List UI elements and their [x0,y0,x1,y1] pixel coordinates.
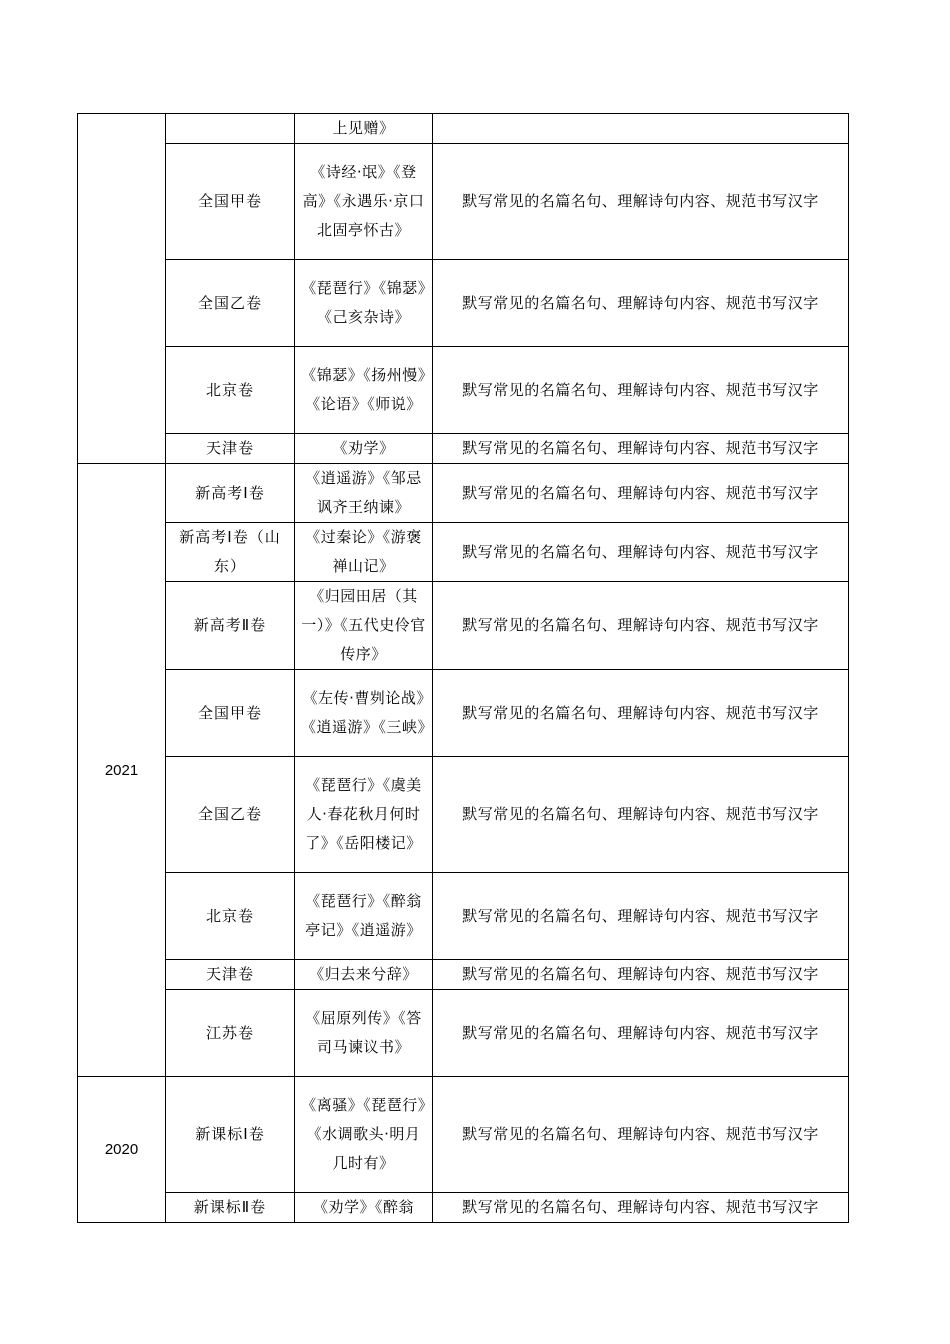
table-row [78,523,849,582]
texts-cell: 《琵琶行》《锦瑟》《己亥杂诗》 [295,260,433,347]
texts-cell: 《归去来兮辞》 [295,960,433,990]
exam-table [77,113,849,1223]
texts-cell: 《劝学》《醉翁 [295,1193,433,1223]
paper-cell [166,114,295,144]
table-row [78,114,849,144]
paper-cell: 全国乙卷 [166,757,295,873]
requirement-cell: 默写常见的名篇名句、理解诗句内容、规范书写汉字 [433,347,849,434]
requirement-cell: 默写常见的名篇名句、理解诗句内容、规范书写汉字 [433,464,849,523]
paper-cell: 新高考Ⅱ卷 [166,582,295,670]
texts-cell: 《离骚》《琵琶行》《水调歌头·明月几时有》 [295,1077,433,1193]
texts-cell: 上见赠》 [295,114,433,144]
requirement-cell [433,114,849,144]
paper-cell: 新课标Ⅱ卷 [166,1193,295,1223]
texts-cell: 《诗经·氓》《登高》《永遇乐·京口北固亭怀古》 [295,144,433,260]
table-row [78,757,849,873]
paper-cell: 天津卷 [166,960,295,990]
requirement-cell: 默写常见的名篇名句、理解诗句内容、规范书写汉字 [433,960,849,990]
table-row [78,347,849,434]
paper-cell: 天津卷 [166,434,295,464]
paper-cell: 全国乙卷 [166,260,295,347]
table-row [78,260,849,347]
texts-cell: 《屈原列传》《答司马谏议书》 [295,990,433,1077]
requirement-cell: 默写常见的名篇名句、理解诗句内容、规范书写汉字 [433,582,849,670]
requirement-cell: 默写常见的名篇名句、理解诗句内容、规范书写汉字 [433,144,849,260]
requirement-cell: 默写常见的名篇名句、理解诗句内容、规范书写汉字 [433,873,849,960]
table-row [78,464,849,523]
table-row [78,1077,849,1193]
year-cell: 2021 [78,464,166,1077]
paper-cell: 新高考Ⅰ卷 [166,464,295,523]
texts-cell: 《逍遥游》《邹忌讽齐王纳谏》 [295,464,433,523]
year-cell: 2020 [78,1077,166,1223]
texts-cell: 《归园田居（其一）》《五代史伶官传序》 [295,582,433,670]
requirement-cell: 默写常见的名篇名句、理解诗句内容、规范书写汉字 [433,670,849,757]
paper-cell: 江苏卷 [166,990,295,1077]
requirement-cell: 默写常见的名篇名句、理解诗句内容、规范书写汉字 [433,434,849,464]
table-row [78,960,849,990]
requirement-cell: 默写常见的名篇名句、理解诗句内容、规范书写汉字 [433,1077,849,1193]
paper-cell: 全国甲卷 [166,144,295,260]
requirement-cell: 默写常见的名篇名句、理解诗句内容、规范书写汉字 [433,260,849,347]
table-row [78,434,849,464]
table-row [78,990,849,1077]
table-row [78,582,849,670]
requirement-cell: 默写常见的名篇名句、理解诗句内容、规范书写汉字 [433,990,849,1077]
paper-cell: 新高考Ⅰ卷（山东） [166,523,295,582]
table-row [78,670,849,757]
texts-cell: 《劝学》 [295,434,433,464]
paper-cell: 北京卷 [166,347,295,434]
table-row [78,144,849,260]
paper-cell: 北京卷 [166,873,295,960]
requirement-cell: 默写常见的名篇名句、理解诗句内容、规范书写汉字 [433,1193,849,1223]
texts-cell: 《左传·曹刿论战》《逍遥游》《三峡》 [295,670,433,757]
table-row [78,1193,849,1223]
texts-cell: 《琵琶行》《醉翁亭记》《逍遥游》 [295,873,433,960]
requirement-cell: 默写常见的名篇名句、理解诗句内容、规范书写汉字 [433,757,849,873]
paper-cell: 全国甲卷 [166,670,295,757]
texts-cell: 《过秦论》《游褒禅山记》 [295,523,433,582]
year-cell [78,114,166,464]
table-row [78,873,849,960]
requirement-cell: 默写常见的名篇名句、理解诗句内容、规范书写汉字 [433,523,849,582]
texts-cell: 《锦瑟》《扬州慢》《论语》《师说》 [295,347,433,434]
paper-cell: 新课标Ⅰ卷 [166,1077,295,1193]
texts-cell: 《琵琶行》《虞美人·春花秋月何时了》《岳阳楼记》 [295,757,433,873]
